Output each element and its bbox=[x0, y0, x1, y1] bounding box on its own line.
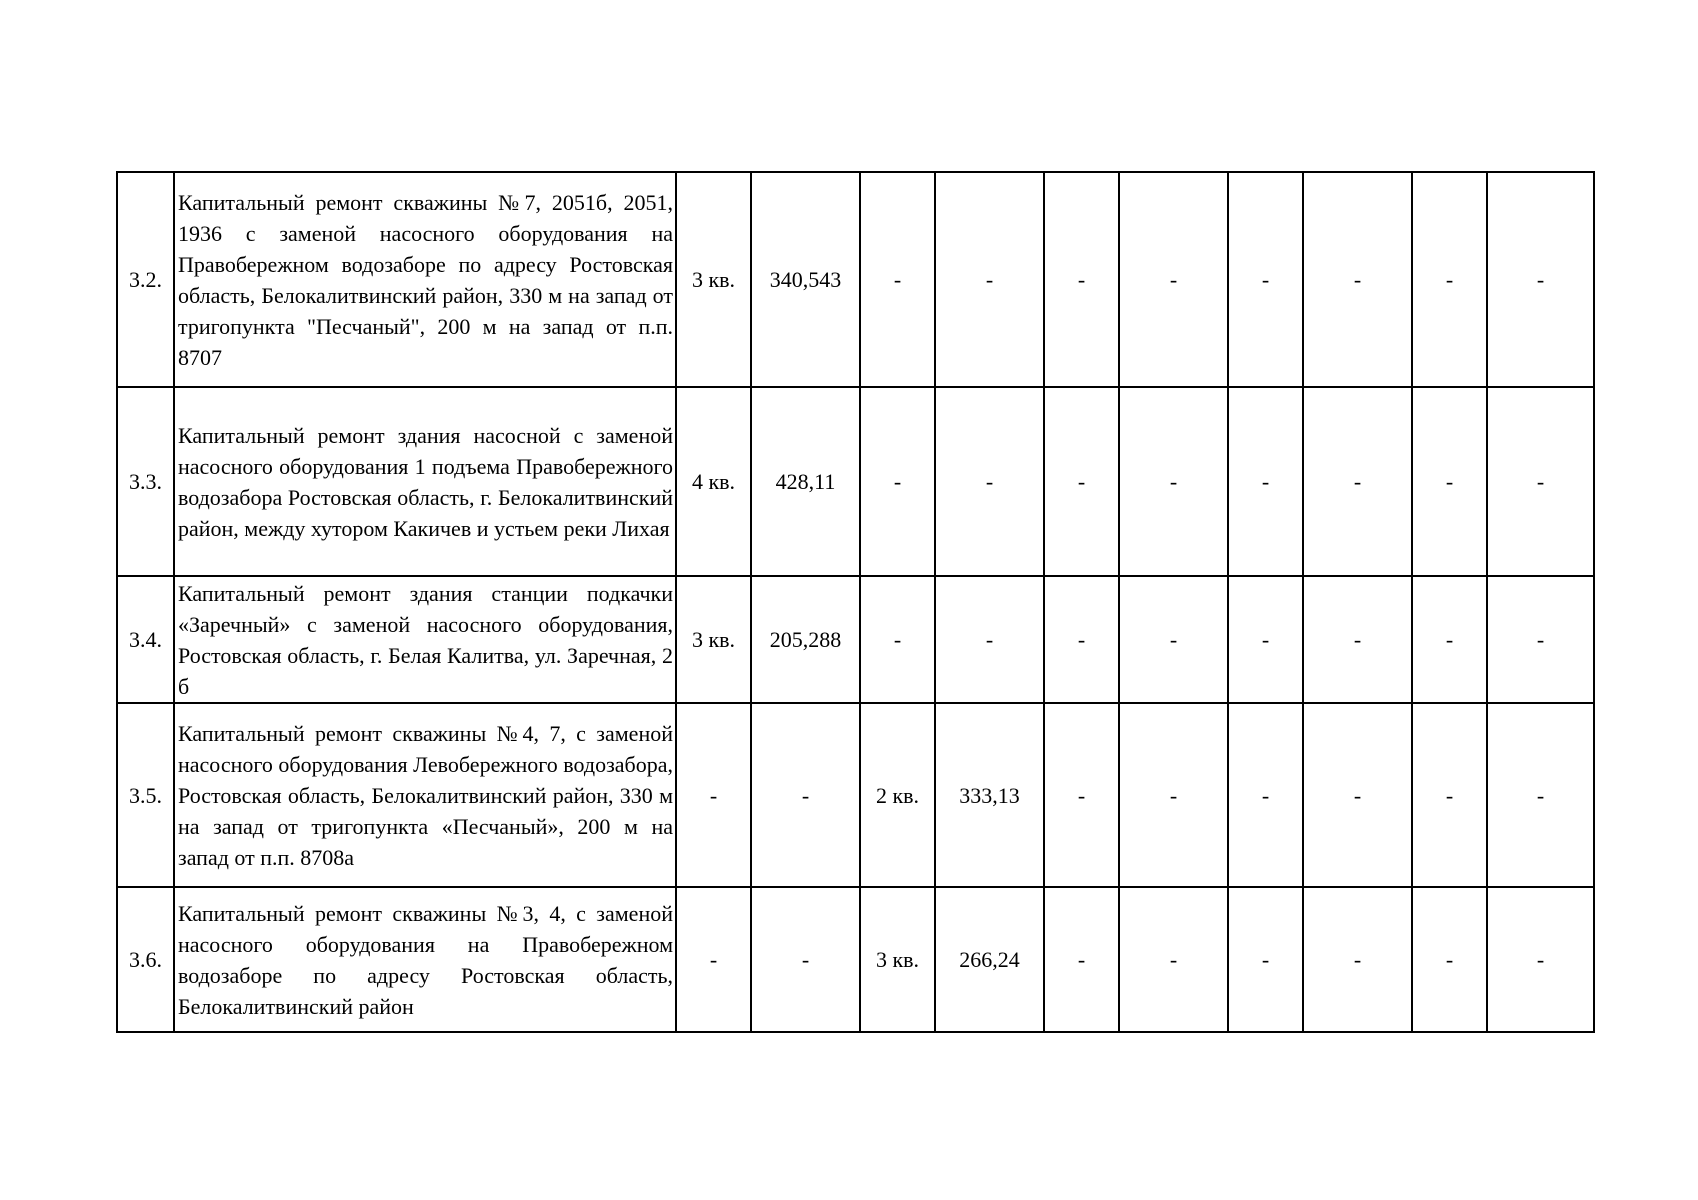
table-cell: 3 кв. bbox=[676, 576, 751, 703]
table-cell: 3 кв. bbox=[676, 172, 751, 387]
work-description: Капитальный ремонт скважины №7, 2051б, 2051, 1936 с заменой насосного оборудования на Правобережном водозаборе по адресу Ростовская область, Белокалитвинский район, 330 м на запад от тригопункта "Песчаный", 200 м на запад от п.п. 8707 bbox=[174, 172, 676, 387]
table-cell: 2 кв. bbox=[860, 703, 935, 887]
table-cell: - bbox=[1487, 887, 1594, 1032]
table-cell: - bbox=[1044, 387, 1119, 576]
table-cell: - bbox=[1119, 172, 1228, 387]
table-row bbox=[117, 172, 1594, 387]
table-cell: - bbox=[1228, 172, 1303, 387]
table-cell: - bbox=[1412, 387, 1487, 576]
table-cell: - bbox=[1044, 576, 1119, 703]
table-cell: - bbox=[1412, 576, 1487, 703]
table-cell: - bbox=[860, 387, 935, 576]
row-number: 3.2. bbox=[117, 172, 174, 387]
table-cell: - bbox=[1487, 387, 1594, 576]
table-row bbox=[117, 576, 1594, 703]
table-cell: - bbox=[751, 887, 860, 1032]
table-cell: - bbox=[1303, 703, 1412, 887]
table-row bbox=[117, 703, 1594, 887]
table-cell: - bbox=[935, 387, 1044, 576]
table-cell: - bbox=[1487, 703, 1594, 887]
table-cell: - bbox=[1412, 172, 1487, 387]
table-cell: 340,543 bbox=[751, 172, 860, 387]
table-cell: 266,24 bbox=[935, 887, 1044, 1032]
row-number: 3.3. bbox=[117, 387, 174, 576]
table-cell: - bbox=[1119, 387, 1228, 576]
table-cell: - bbox=[935, 172, 1044, 387]
table-cell: - bbox=[1119, 703, 1228, 887]
table-cell: - bbox=[1044, 172, 1119, 387]
table-cell: 333,13 bbox=[935, 703, 1044, 887]
row-number: 3.6. bbox=[117, 887, 174, 1032]
table-cell: - bbox=[1487, 576, 1594, 703]
table-cell: - bbox=[676, 887, 751, 1032]
table-cell: 428,11 bbox=[751, 387, 860, 576]
table-cell: - bbox=[1228, 576, 1303, 703]
work-description: Капитальный ремонт скважины №3, 4, с заменой насосного оборудования на Правобережном водозаборе по адресу Ростовская область, Белокалитвинский район bbox=[174, 887, 676, 1032]
row-number: 3.4. bbox=[117, 576, 174, 703]
table-cell: - bbox=[1412, 887, 1487, 1032]
table-row bbox=[117, 387, 1594, 576]
table-cell: - bbox=[1228, 703, 1303, 887]
table-cell: - bbox=[676, 703, 751, 887]
work-description: Капитальный ремонт здания насосной с заменой насосного оборудования 1 подъема Правобережного водозабора Ростовская область, г. Белокалитвинский район, между хутором Какичев и устьем реки Лихая bbox=[174, 387, 676, 576]
table-cell: - bbox=[935, 576, 1044, 703]
table-cell: - bbox=[1119, 887, 1228, 1032]
table-row bbox=[117, 887, 1594, 1032]
table-cell: - bbox=[1303, 576, 1412, 703]
table-cell: - bbox=[1119, 576, 1228, 703]
table-cell: - bbox=[1044, 887, 1119, 1032]
table-cell: - bbox=[1487, 172, 1594, 387]
row-number: 3.5. bbox=[117, 703, 174, 887]
table-cell: - bbox=[1044, 703, 1119, 887]
table-cell: - bbox=[860, 576, 935, 703]
table-cell: 4 кв. bbox=[676, 387, 751, 576]
table-cell: - bbox=[1228, 387, 1303, 576]
table-cell: - bbox=[860, 172, 935, 387]
works-table bbox=[116, 171, 1595, 1033]
work-description: Капитальный ремонт скважины №4, 7, с заменой насосного оборудования Левобережного водозабора, Ростовская область, Белокалитвинский район, 330 м на запад от тригопункта «Песчаный», 200 м на запад от п.п. 8708а bbox=[174, 703, 676, 887]
table-cell: - bbox=[1303, 172, 1412, 387]
table-cell: - bbox=[1412, 703, 1487, 887]
table-cell: 3 кв. bbox=[860, 887, 935, 1032]
table-cell: - bbox=[1303, 887, 1412, 1032]
table-cell: - bbox=[751, 703, 860, 887]
table-cell: - bbox=[1228, 887, 1303, 1032]
table-cell: - bbox=[1303, 387, 1412, 576]
work-description: Капитальный ремонт здания станции подкачки «Заречный» с заменой насосного оборудования, Ростовская область, г. Белая Калитва, ул. Заречная, 2 б bbox=[174, 576, 676, 703]
table-cell: 205,288 bbox=[751, 576, 860, 703]
